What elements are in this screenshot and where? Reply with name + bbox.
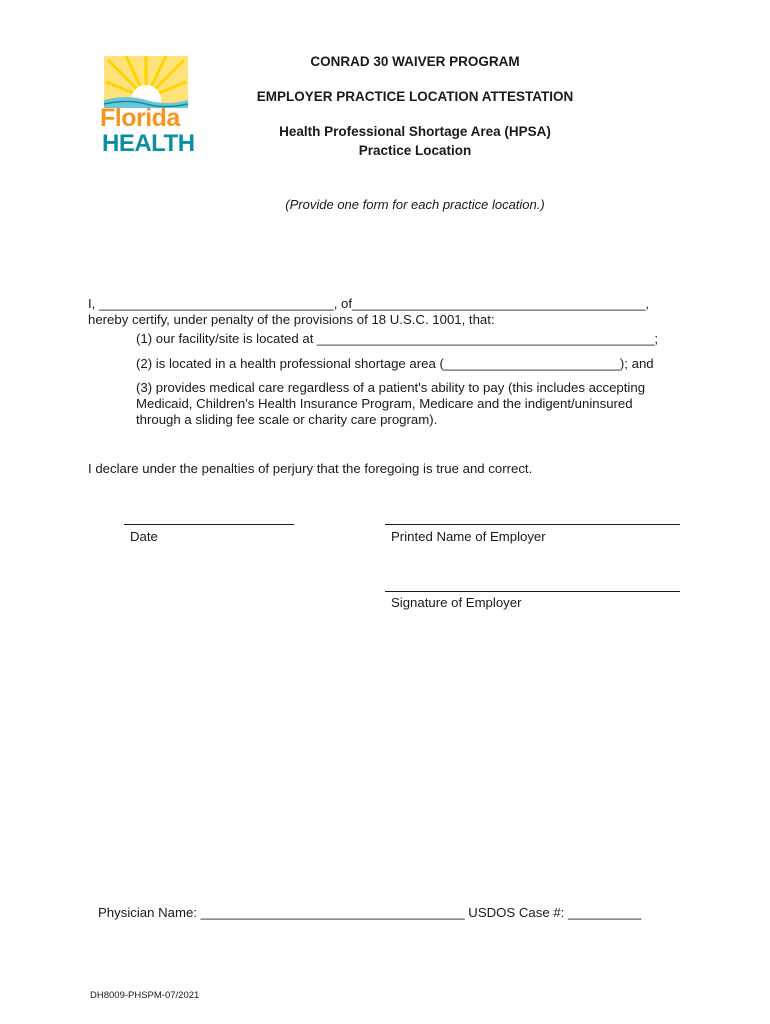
certify-name-line[interactable]: I, ________________________________, of________________________________________,	[88, 296, 650, 311]
hpsa-subtitle: Practice Location	[358, 143, 472, 158]
signature-label: Signature of Employer	[391, 595, 522, 610]
date-label: Date	[130, 529, 158, 544]
certify-item-care-line3: through a sliding fee scale or charity care program).	[136, 412, 438, 427]
declaration-text: I declare under the penalties of perjury that the foregoing is true and correct.	[88, 461, 533, 476]
logo-wordmark-health: HEALTH	[102, 130, 195, 157]
certify-item-hpsa[interactable]: (2) is located in a health professional shortage area (________________________); and	[136, 356, 654, 371]
certify-statement: hereby certify, under penalty of the provisions of 18 U.S.C. 1001, that:	[88, 312, 495, 327]
program-title: CONRAD 30 WAIVER PROGRAM	[310, 54, 520, 69]
printed-name-line[interactable]	[385, 524, 680, 525]
form-title: EMPLOYER PRACTICE LOCATION ATTESTATION	[256, 89, 574, 104]
florida-health-logo	[98, 54, 194, 160]
signature-line[interactable]	[385, 591, 680, 592]
certify-item-care-line1: (3) provides medical care regardless of a patient's ability to pay (this includes accepting	[136, 380, 646, 395]
printed-name-label: Printed Name of Employer	[391, 529, 546, 544]
logo-wordmark-florida: Florida	[100, 104, 180, 132]
form-code: DH8009-PHSPM-07/2021	[90, 990, 200, 1001]
certify-item-care-line2: Medicaid, Children's Health Insurance Program, Medicare and the indigent/uninsured	[136, 396, 633, 411]
date-signature-line[interactable]	[124, 524, 294, 525]
hpsa-title: Health Professional Shortage Area (HPSA)	[279, 124, 551, 139]
physician-case-line[interactable]: Physician Name: ____________________________________ USDOS Case #: __________	[98, 905, 642, 920]
certify-item-facility[interactable]: (1) our facility/site is located at ______________________________________________;	[136, 331, 659, 346]
instruction-text: (Provide one form for each practice location.)	[285, 197, 545, 212]
